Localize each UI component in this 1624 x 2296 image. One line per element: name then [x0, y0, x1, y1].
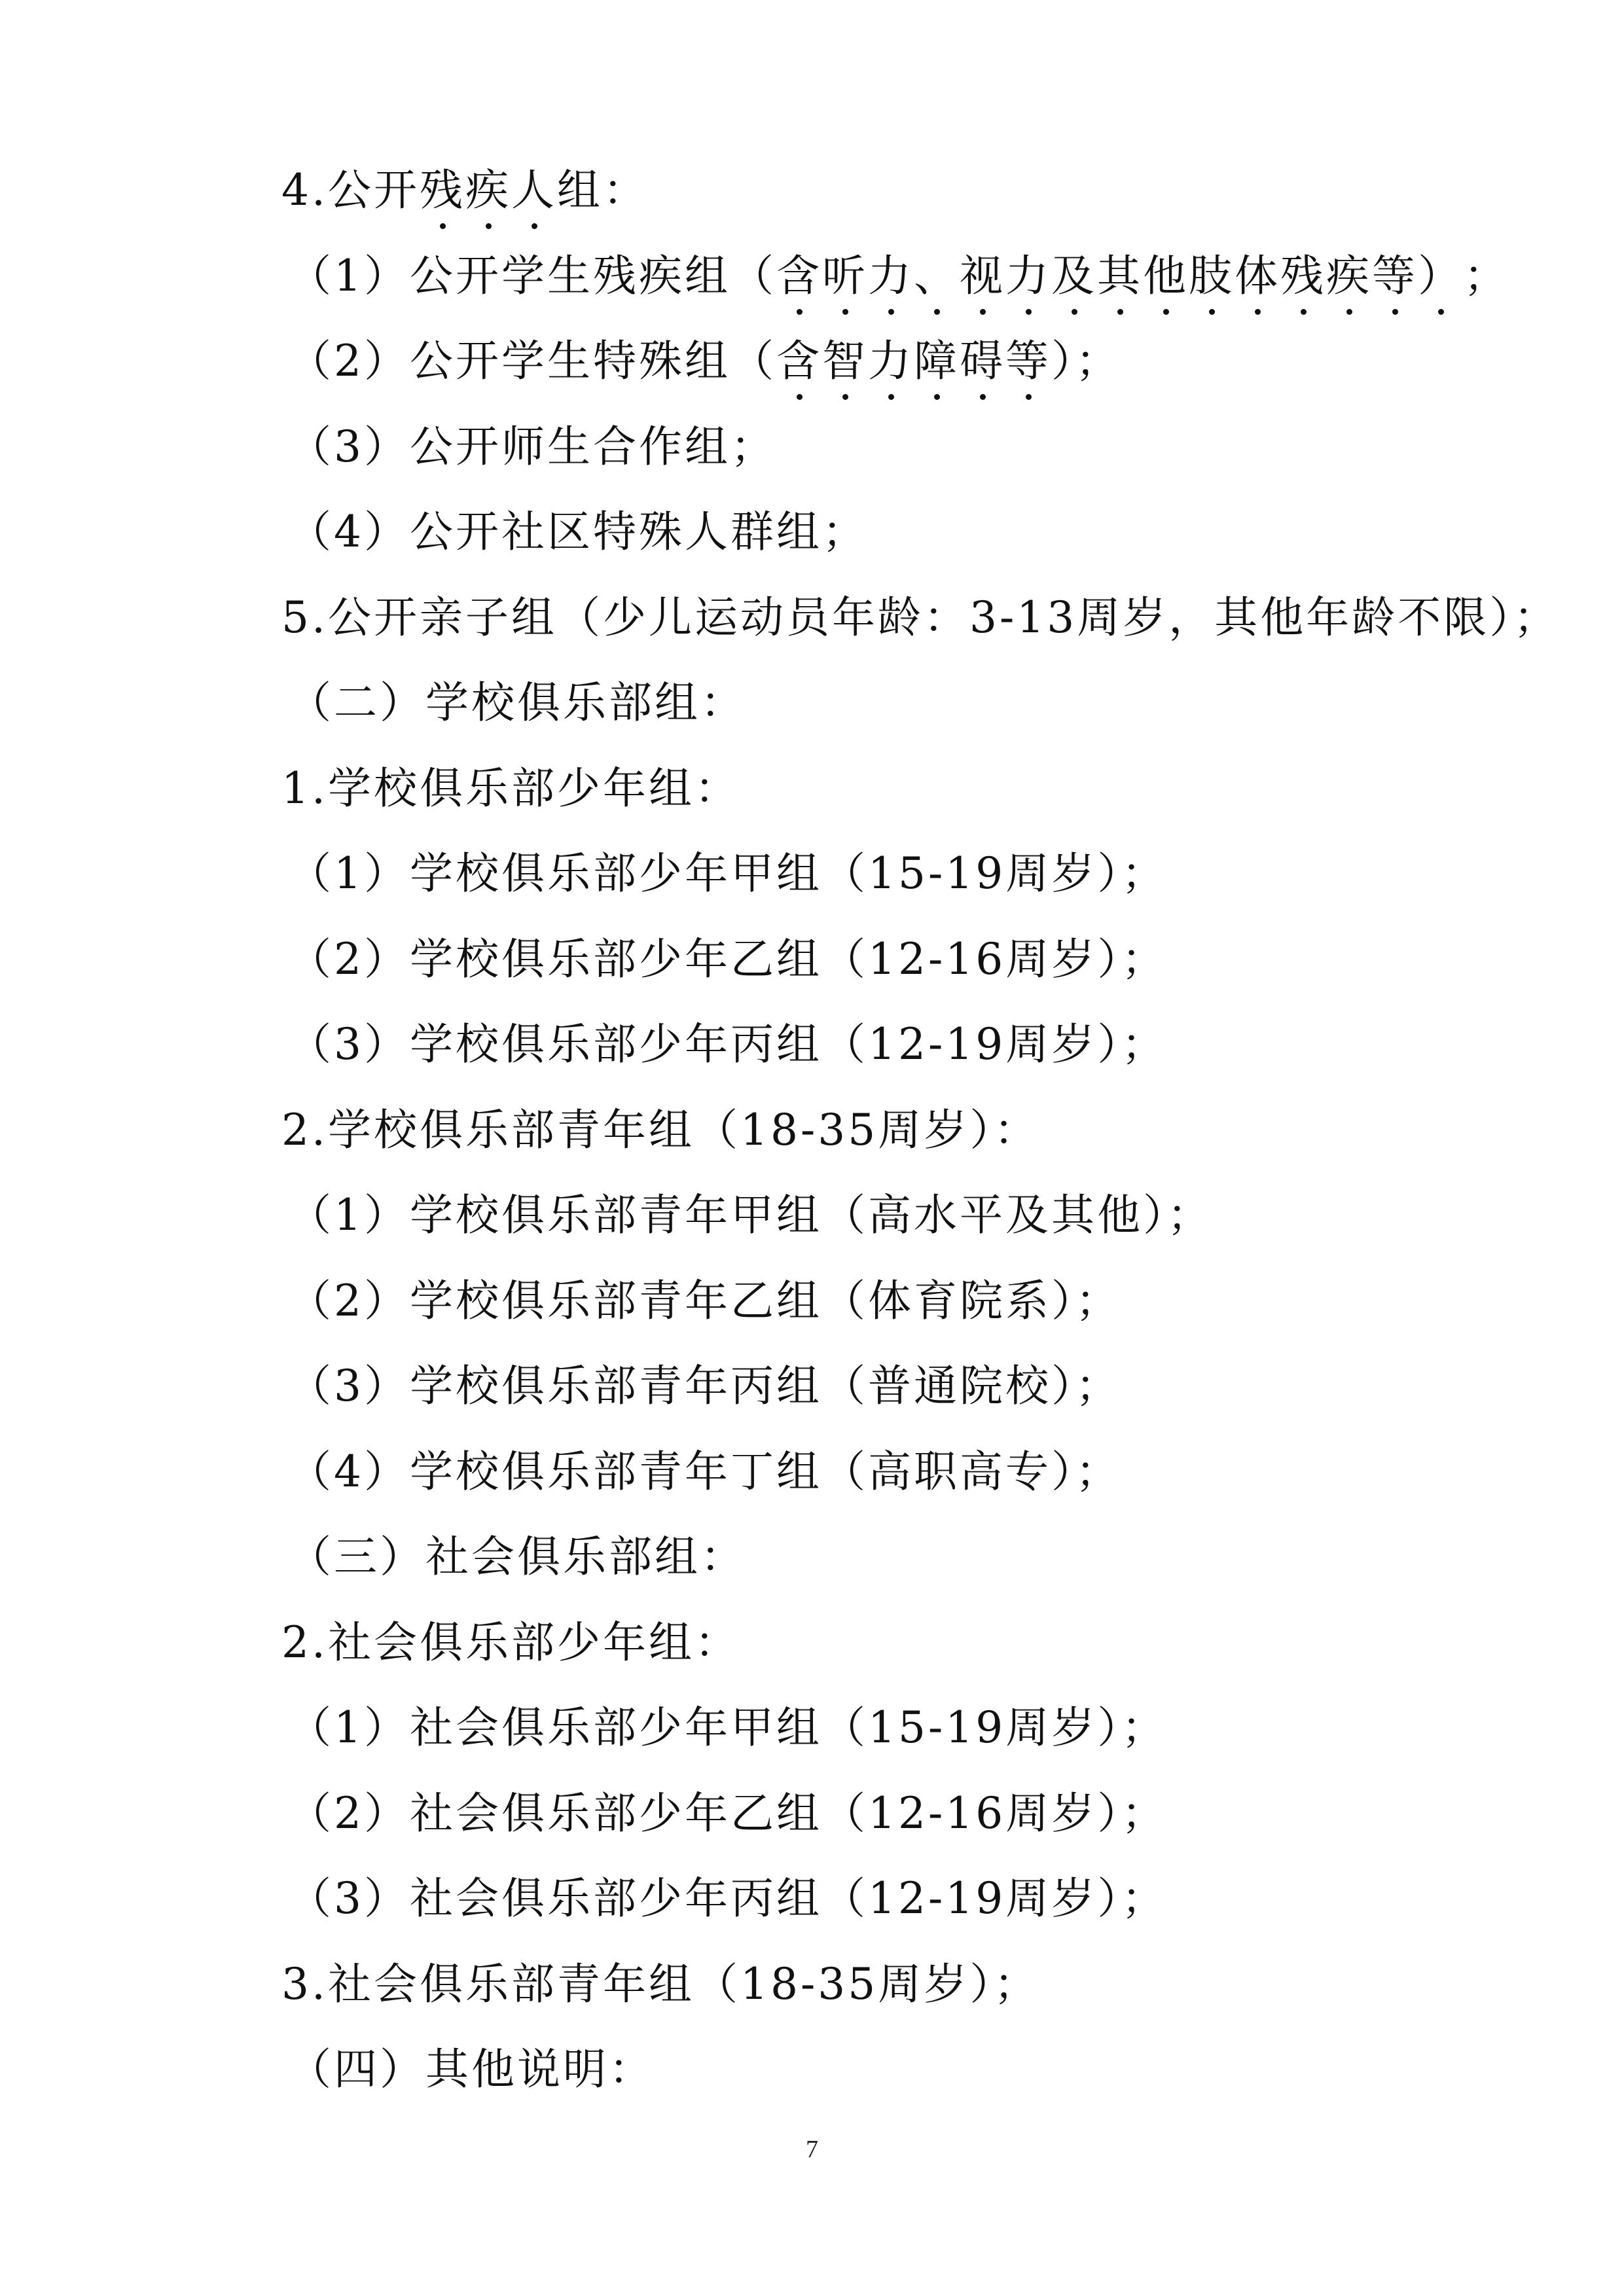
- emphasis-char: 含: [776, 336, 822, 386]
- emphasis-char: 听: [822, 251, 868, 301]
- text-line: （2）社会俱乐部少年乙组（12-16周岁）；: [288, 1788, 1168, 1839]
- text-line: （2）学校俱乐部少年乙组（12-16周岁）；: [288, 934, 1168, 984]
- emphasis-char: 力: [1005, 251, 1051, 301]
- text-line: （3）社会俱乐部少年丙组（12-19周岁）；: [288, 1873, 1168, 1924]
- emphasis-char: 碍: [960, 336, 1005, 386]
- text-line: 3.社会俱乐部青年组（18-35周岁）；: [281, 1959, 1040, 2009]
- emphasis-char: 他: [1143, 251, 1189, 301]
- emphasis-char: 智: [822, 336, 868, 386]
- text-line: （1）公开学生残疾组（含听力、视力及其他肢体残疾等）；: [288, 251, 1509, 301]
- text-line: （二）学校俱乐部组：: [288, 677, 746, 728]
- emphasis-char: 其: [1097, 251, 1143, 301]
- text-line: （三）社会俱乐部组：: [288, 1532, 746, 1582]
- emphasis-char: ）: [1418, 251, 1464, 301]
- text-line: 4.公开残疾人组：: [281, 165, 649, 215]
- text-line: （1）社会俱乐部少年甲组（15-19周岁）；: [288, 1702, 1168, 1753]
- emphasis-char: 含: [776, 251, 822, 301]
- text-line: （四）其他说明：: [288, 2044, 655, 2094]
- text-line: （4）公开社区特殊人群组；: [288, 507, 868, 557]
- text-line: （2）公开学生特殊组（含智力障碍等）；: [288, 336, 1121, 386]
- emphasis-char: 等: [1372, 251, 1418, 301]
- emphasis-char: 疾: [1326, 251, 1372, 301]
- emphasis-char: 力: [868, 251, 914, 301]
- emphasis-char: 力: [868, 336, 914, 386]
- text-line: （3）学校俱乐部青年丙组（普通院校）；: [288, 1361, 1121, 1411]
- emphasis-char: 肢: [1189, 251, 1235, 301]
- text-line: 5.公开亲子组（少儿运动员年龄：3-13周岁，其他年龄不限）；: [281, 592, 1560, 643]
- text-line: 1.学校俱乐部少年组：: [281, 763, 740, 814]
- text-line: 2.学校俱乐部青年组（18-35周岁）：: [281, 1105, 1040, 1155]
- page-number: 7: [806, 2136, 818, 2163]
- emphasis-char: 人: [511, 165, 557, 215]
- emphasis-char: 残: [1280, 251, 1326, 301]
- emphasis-char: 残: [419, 165, 465, 215]
- emphasis-char: 疾: [465, 165, 511, 215]
- text-line: （3）公开师生合作组；: [288, 422, 776, 472]
- emphasis-char: 、: [914, 251, 960, 301]
- text-line: （1）学校俱乐部少年甲组（15-19周岁）；: [288, 848, 1168, 899]
- text-line: 2.社会俱乐部少年组：: [281, 1617, 740, 1668]
- emphasis-char: 视: [960, 251, 1005, 301]
- emphasis-char: 障: [914, 336, 960, 386]
- emphasis-char: 等: [1005, 336, 1051, 386]
- text-line: （2）学校俱乐部青年乙组（体育院系）；: [288, 1276, 1121, 1326]
- text-line: （4）学校俱乐部青年丁组（高职高专）；: [288, 1446, 1121, 1497]
- emphasis-char: 体: [1235, 251, 1280, 301]
- emphasis-char: 及: [1051, 251, 1097, 301]
- text-line: （3）学校俱乐部少年丙组（12-19周岁）；: [288, 1019, 1168, 1069]
- text-line: （1）学校俱乐部青年甲组（高水平及其他）；: [288, 1190, 1213, 1240]
